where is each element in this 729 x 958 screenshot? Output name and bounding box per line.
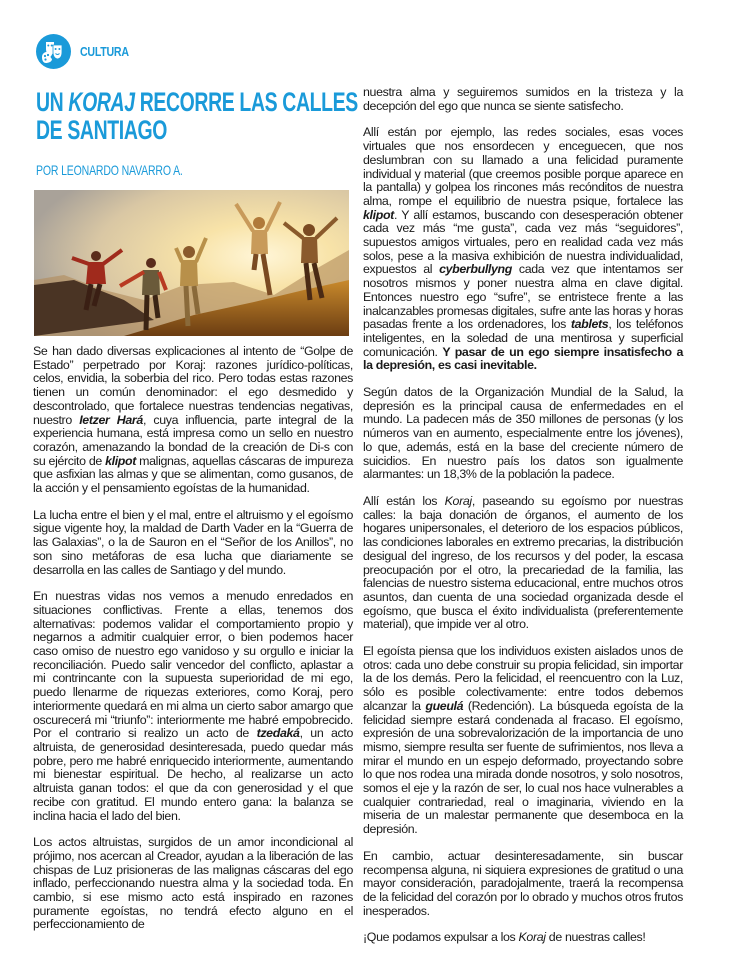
p10-text-a: ¡Que podamos expulsar a los <box>363 930 519 945</box>
column-right <box>363 86 683 958</box>
paragraph-3 <box>33 590 353 823</box>
term-koraj-2: Koraj <box>518 930 546 945</box>
title-part2: RECORRE LAS CALLES <box>134 87 358 117</box>
p5-text-b: . Y allí estamos, buscando con desesperación obtener cada vez más “me gusta”, cada vez más “seguidores”, supuestos amigos virtuales, pero en realidad cada vez más solos, pese a la masiva exhibición de nuestra individualidad, expuestos al <box>363 207 683 277</box>
p8-text-a: El egoísta piensa que los individuos existen aislados unos de otros: cada uno debe construir su propia felicidad, sin importar la de los demás. Pero la felicidad, el reencuentro con la Luz, sólo es posible colectivamente: entre todos debemos alcanzar la <box>363 644 683 713</box>
p10-text-b: de nuestras calles! <box>545 930 646 945</box>
photo-illustration <box>34 190 349 336</box>
paragraph-4-part1: Los actos altruistas, surgidos de un amor incondicional al prójimo, nos acercan al Creador, ayudan a la liberación de las chispas de Luz prisioneras de las malignas cáscaras del ego inflado, perfeccionando nuestra alma y la sociedad toda. En cambio, si ese mismo acto está inspirado en razones puramente egoístas, no tendrá efecto alguno en el perfeccionamiento de <box>33 835 353 932</box>
paragraph-1 <box>33 345 353 496</box>
p1-text-a: Se han dado diversas explicaciones al intento de “Golpe de Estado” perpetrado por Koraj: razones jurídico-políticas, celos, envidia, la soberbia del rico. Pero todas estas razones tienen un común denominador: el ego desmedido y descontrolado, que fortalece nuestras tendencias negativas, nuestro <box>33 344 353 427</box>
term-gueula: gueulá <box>425 698 464 713</box>
title-part1: UN <box>36 87 69 117</box>
paragraph-6: Según datos de la Organización Mundial de la Salud, la depresión es la principal causa de enfermedades en el mundo. La padecen más de 350 millones de personas (y los números van en aumento, especialmente entre los jóvenes), lo que, además, está en la base del creciente número de suicidios. En nuestro país los datos son igualmente alarmantes: un 18,3% de la población la padece. <box>363 385 683 482</box>
term-cyberbullyng: cyberbullyng <box>439 262 512 277</box>
title-line2: DE SANTIAGO <box>36 115 168 145</box>
term-koraj: Koraj <box>444 493 472 508</box>
title-italic-term: KORAJ <box>68 87 135 117</box>
p3-text-a: En nuestras vidas nos vemos a menudo enredados en situaciones conflictivas. Frente a ellas, tenemos dos alternativas: podemos validar el comportamiento propio y negarnos a admitir cualquier error, o bien podemos hacer caso omiso de nuestro ego vanidoso y su orgullo e iniciar la reconciliación. Puedo salir vencedor del conflicto, aplastar a mi contrincante con la supuesta superioridad de mi ego, puedo llenarme de riquezas exteriores, como Koraj, pero interiormente quedará en mi alma un cierto sabor amargo que oscurecerá mi “triunfo”: interiormente me habré empobrecido. Por el contrario si realizo un acto de <box>33 589 353 741</box>
theater-masks-palette-icon <box>36 34 71 69</box>
theater-masks-palette-icon-svg <box>36 34 71 69</box>
p5-bold-statement: Y pasar de un ego siempre insatisfecho a la depresión, es casi inevitable. <box>363 344 684 373</box>
paragraph-8 <box>363 645 683 837</box>
paragraph-4-part2: nuestra alma y seguiremos sumidos en la tristeza y la decepción del ego que nunca se siente satisfecho. <box>363 85 683 113</box>
section-header <box>36 34 137 69</box>
article-photo <box>34 190 349 336</box>
paragraph-10 <box>363 931 683 945</box>
term-tablets: tablets <box>570 317 609 332</box>
term-klipot-2: klipot <box>363 207 394 222</box>
paragraph-9: En cambio, actuar desinteresadamente, sin buscar recompensa alguna, ni siquiera expresiones de gratitud o una mayor consideración, paradojalmente, traerá la recompensa de la felicidad del corazón por lo obrado y muchos otros frutos inesperados. <box>363 848 683 918</box>
p5-text-c: cada vez que intentamos ser nosotros mismos y poner nuestra alma en clave digital. Entonces nuestro ego “sufre”, se entristece frente a las inalcanzables promesas digitales, sufre ante las horas y horas pasadas frente a los ordenadores, los <box>363 262 684 332</box>
paragraph-5 <box>363 126 683 373</box>
p3-text-b: , un acto altruista, de generosidad desinteresada, puedo quedar más pobre, pero me habré enriquecido interiormente, aumentando mi bienestar espiritual. De hecho, al realizarse un acto altruista ganan todos: el que da con generosidad y el que recibe con gratitud. El mundo entero gana: la balanza se inclina hacia el lado del bien. <box>33 726 353 823</box>
p1-text-c: malignas, aquellas cáscaras de impureza que asfixian las almas y que se alimentan, como gusanos, de la acción y el pensamiento egoístas de la humanidad. <box>33 453 354 496</box>
term-klipot: klipot <box>105 453 137 468</box>
column-left <box>33 345 353 945</box>
p1-text-b: , cuya influencia, parte integral de la experiencia humana, está impresa como un sello en nuestro corazón, amenazando la bondad de la creación de Di-s con su ejército de <box>33 412 353 468</box>
term-tzedaka: tzedaká <box>256 726 300 741</box>
paragraph-2: La lucha entre el bien y el mal, entre el altruismo y el egoísmo sigue vigente hoy, la maldad de Darth Vader en la “Guerra de las Galaxias”, o la de Sauron en el “Señor de los Anillos”, no son sino metáforas de esa lucha que diariamente se desarrolla en las calles de Santiago y del mundo. <box>33 507 353 577</box>
paragraph-7 <box>363 495 683 632</box>
p5-text-d: , los teléfonos inteligentes, en la soledad de una mentirosa y superficial comunicación. <box>363 317 683 359</box>
p5-text-a: Allí están por ejemplo, las redes sociales, esas voces virtuales que nos ensordecen y enceguecen, que nos deslumbran con su llamado a una felicidad puramente individual y material (que creemos posible porque aparece en la pantalla) y golpea los rincones más recónditos de nuestra alma, rompe el equilibrio de nuestra psique, fortalece las <box>363 125 683 208</box>
article-byline: POR LEONARDO NAVARRO A. <box>36 162 183 178</box>
term-ietzer-hara: Ietzer Hará <box>79 412 143 427</box>
p7-text-a: Allí están los <box>363 493 445 508</box>
section-label: CULTURA <box>80 44 129 59</box>
article-title <box>36 87 358 145</box>
p8-text-b: (Redención). La búsqueda egoísta de la felicidad siempre estará condenada al fracaso. El egoísmo, expresión de una sobrevalorización de la importancia de uno mismo, siempre resulta ser fuente de sufrimientos, nos lleva a mirar el mundo en un espejo deformado, proyectando sobre lo que nos rodea una mirada donde nosotros, y solo nosotros, somos el eje y la razón de ser, lo cual nos hace vulnerables a cualquier contrariedad, real o imaginaria, viviendo en la miseria de un malestar permanente que desemboca en la depresión. <box>363 698 683 837</box>
p7-text-b: , paseando su egoísmo por nuestras calles: la baja donación de órganos, el aumento de los hogares unipersonales, el deterioro de los espacios públicos, las condiciones laborales en extremo precarias, la distribución desigual del ingreso, de los recursos y del poder, la escasa preocupación por el otro, la precariedad de la familia, las falencias de nuestro sistema educacional, entre muchos otros asuntos, dan cuenta de una sociedad organizada desde el egoísmo, que busca el éxito individualista (preferentemente material), que impide ver al otro. <box>363 493 683 632</box>
